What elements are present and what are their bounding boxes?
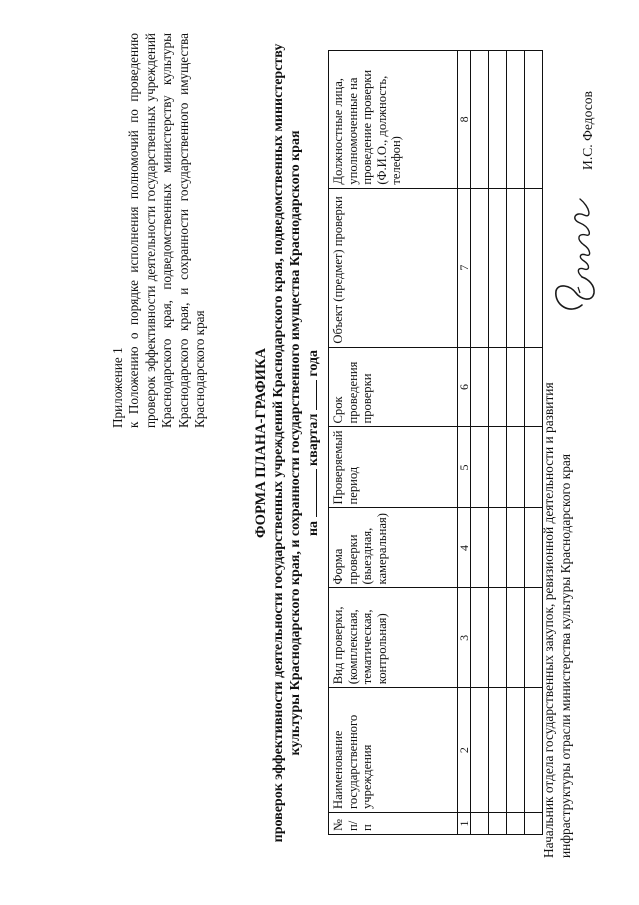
handwritten-signature <box>540 183 610 323</box>
column-header: Срок проведения проверки <box>329 347 458 427</box>
column-index: 6 <box>458 347 471 427</box>
table-cell <box>471 688 489 813</box>
table-cell <box>525 51 543 189</box>
table-row <box>489 51 507 835</box>
table-cell <box>471 188 489 347</box>
table-cell <box>471 51 489 189</box>
period-quarter: квартал <box>306 413 321 466</box>
appendix-text: к Положению о порядке исполнения полномочий по проведению проверок эффективности деятельности государственных учреждений Краснодарского края, подведомственных министерству культуры Краснодарского края, и сохранности государственного имущества Краснодарского края <box>126 33 208 428</box>
blank-quarter-field <box>304 469 317 517</box>
table-cell <box>471 508 489 588</box>
table-cell <box>507 51 525 189</box>
table-cell <box>471 588 489 688</box>
form-heading: ФОРМА ПЛАНА-ГРАФИКА <box>253 348 269 538</box>
column-header: Наименование государственного учреждения <box>329 688 458 813</box>
table-cell <box>507 427 525 508</box>
period-year: года <box>306 349 321 377</box>
column-header: № п/п <box>329 813 458 835</box>
title-block <box>253 33 322 853</box>
table-cell <box>489 188 507 347</box>
period-na: на <box>306 520 321 537</box>
column-index: 2 <box>458 688 471 813</box>
table-cell <box>507 688 525 813</box>
column-header: Должностные лица, уполномоченные на проведение проверки (Ф.И.О., должность, телефон) <box>329 51 458 189</box>
table-cell <box>489 508 507 588</box>
column-index: 1 <box>458 813 471 835</box>
footer-position: Начальник отдела государственных закупок, ревизионной деятельности и развития инфраструктуры отрасли министерства культуры Краснодарского края <box>541 382 573 858</box>
table-cell <box>507 347 525 427</box>
table-cell <box>489 347 507 427</box>
table-cell <box>507 188 525 347</box>
table-cell <box>507 508 525 588</box>
table-cell <box>471 347 489 427</box>
column-index: 7 <box>458 188 471 347</box>
column-header: Форма проверки (выездная, камеральная) <box>329 508 458 588</box>
document-page <box>20 23 620 883</box>
signer-name: И.С. Федосов <box>580 91 595 170</box>
blank-year-field <box>304 380 317 410</box>
table-row <box>471 51 489 835</box>
period-line <box>304 33 322 853</box>
form-subtitle: проверок эффективности деятельности государственных учреждений Краснодарского края, подведомственных министерству культуры Краснодарского края, и сохранности государственного имущества Краснодарского края <box>271 43 303 843</box>
table-cell <box>489 51 507 189</box>
table-cell <box>471 427 489 508</box>
plan-schedule-table <box>328 50 543 835</box>
table-cell <box>507 588 525 688</box>
appendix-label: Приложение 1 <box>110 347 125 428</box>
table-cell <box>507 813 525 835</box>
column-index: 3 <box>458 588 471 688</box>
table-index-row <box>458 51 471 835</box>
table-cell <box>489 588 507 688</box>
column-index: 5 <box>458 427 471 508</box>
table-cell <box>471 813 489 835</box>
column-header: Объект (предмет) проверки <box>329 188 458 347</box>
column-header: Проверяемый период <box>329 427 458 508</box>
table-cell <box>489 813 507 835</box>
table-header-row <box>329 51 458 835</box>
table-row <box>507 51 525 835</box>
column-index: 8 <box>458 51 471 189</box>
table-cell <box>489 427 507 508</box>
column-header: Вид проверки, (комплексная, тематическая, контрольная) <box>329 588 458 688</box>
appendix-block <box>110 33 208 428</box>
column-index: 4 <box>458 508 471 588</box>
table-cell <box>489 688 507 813</box>
